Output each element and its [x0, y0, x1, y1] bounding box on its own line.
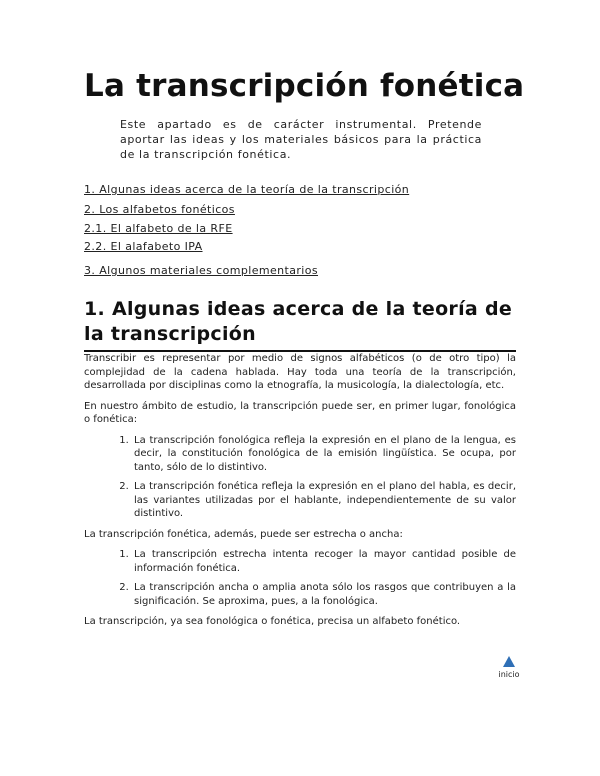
ordered-list	[84, 548, 516, 608]
back-to-top-label: inicio	[498, 670, 520, 679]
list-item: 2. La transcripción ancha o amplia anota sólo los rasgos que contribuyen a la significación. Se aproxima, pues, a la fonológica.	[132, 581, 516, 608]
toc-link-3[interactable]: 3. Algunos materiales complementarios	[84, 264, 319, 277]
paragraph: La transcripción, ya sea fonológica o fonética, precisa un alfabeto fonético.	[84, 616, 461, 627]
list-item: 1. La transcripción fonológica refleja la expresión en el plano de la lengua, es decir, la constitución fonológica de la emisión lingüística. Se ocupa, por tanto, sólo de lo distintivo.	[132, 434, 516, 475]
ordered-list	[84, 434, 516, 521]
paragraph: La transcripción fonética, además, puede ser estrecha o ancha:	[84, 528, 403, 540]
back-to-top-link[interactable]	[495, 656, 523, 679]
paragraph: Transcribir es representar por medio de signos alfabéticos (o de otro tipo) la complejidad de la cadena hablada. Hay toda una teoría de la transcripción, desarrollada por disciplinas como la etnografía, la musicología, la dialectología, etc.	[84, 353, 516, 391]
page-title: La transcripción fonética	[84, 68, 525, 104]
up-arrow-icon	[503, 656, 515, 667]
toc-link-2-2[interactable]: 2.2. El alafabeto IPA	[84, 240, 203, 253]
section-body	[84, 352, 516, 636]
toc-link-2-1[interactable]: 2.1. El alfabeto de la RFE	[84, 222, 233, 235]
section-heading: 1. Algunas ideas acerca de la teoría de la transcripción	[84, 297, 516, 352]
list-item: 2. La transcripción fonética refleja la expresión en el plano del habla, es decir, las variantes utilizadas por el hablante, independientemente de su valor distintivo.	[132, 480, 516, 521]
toc-link-2[interactable]: 2. Los alfabetos fonéticos	[84, 203, 235, 216]
list-item: 1. La transcripción estrecha intenta recoger la mayor cantidad posible de información fonética.	[132, 548, 516, 575]
toc-link-1[interactable]: 1. Algunas ideas acerca de la teoría de la transcripción	[84, 183, 410, 196]
intro-paragraph: Este apartado es de carácter instrumental. Pretende aportar las ideas y los materiales básicos para la práctica de la transcripción fonética.	[120, 118, 482, 161]
paragraph: En nuestro ámbito de estudio, la transcripción puede ser, en primer lugar, fonológica o fonética:	[84, 400, 516, 425]
